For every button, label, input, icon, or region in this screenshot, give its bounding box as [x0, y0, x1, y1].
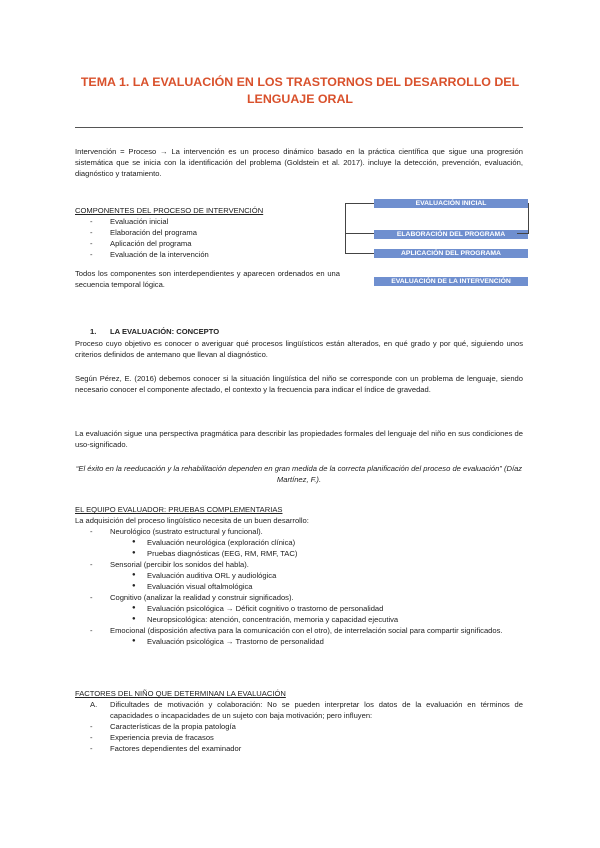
factors-list	[75, 721, 523, 754]
connector-line	[345, 233, 374, 234]
connector-line	[345, 253, 374, 254]
list-item: - Elaboración del programa	[75, 227, 340, 238]
diagram-box-evaluacion-inicial: EVALUACIÓN INICIAL	[374, 199, 528, 208]
factors-heading: FACTORES DEL NIÑO QUE DETERMINAN LA EVALUACIÓN	[75, 689, 286, 698]
connector-line	[345, 203, 346, 253]
list-item: ● Evaluación psicológica → Trastorno de personalidad	[75, 636, 523, 647]
list-item: - Características de la propia patología	[75, 721, 523, 732]
list-item: - Sensorial (percibir los sonidos del habla).	[75, 559, 523, 570]
list-item: ● Neuropsicológica: atención, concentración, memoria y capacidad ejecutiva	[75, 614, 523, 625]
components-heading: COMPONENTES DEL PROCESO DE INTERVENCIÓN	[75, 206, 264, 215]
team-list	[75, 526, 523, 647]
factors-block	[75, 688, 523, 754]
concept-paragraph-2: Según Pérez, E. (2016) debemos conocer si la situación lingüística del niño se corresponde con un problema de lenguaje, siendo necesario conocer el componente afectado, el contexto y la frecuencia para indicar el índice de gravedad.	[75, 374, 523, 394]
page-title: TEMA 1. LA EVALUACIÓN EN LOS TRASTORNOS DEL DESARROLLO DEL LENGUAJE ORAL	[80, 75, 520, 106]
section-title: LA EVALUACIÓN: CONCEPTO	[110, 327, 220, 336]
intervention-diagram	[345, 198, 530, 293]
section-heading	[75, 326, 219, 337]
list-item: ● Evaluación neurológica (exploración clínica)	[75, 537, 523, 548]
concept-quote: “El éxito en la reeducación y la rehabilitación dependen en gran medida de la correcta planificación del proceso de evaluación” (Díaz Martínez, F.).	[75, 464, 523, 484]
connector-line	[528, 203, 529, 233]
team-block	[75, 504, 523, 647]
components-list	[75, 216, 340, 260]
list-item: - Aplicación del programa	[75, 238, 340, 249]
list-item: - Factores dependientes del examinador	[75, 743, 523, 754]
components-block	[75, 205, 340, 290]
connector-line	[517, 233, 529, 234]
list-item: ● Evaluación psicológica → Déficit cognitivo o trastorno de personalidad	[75, 603, 523, 614]
team-lead: La adquisición del proceso lingüístico necesita de un buen desarrollo:	[75, 516, 309, 525]
list-item: - Neurológico (sustrato estructural y funcional).	[75, 526, 523, 537]
list-item: ● Evaluación auditiva ORL y audiológica	[75, 570, 523, 581]
list-item: - Experiencia previa de fracasos	[75, 732, 523, 743]
factor-a-text: Dificultades de motivación y colaboración: No se pueden interpretar los datos de la evaluación en términos de capacidades o incapacidades de un sujeto con baja motivación; pero influyen:	[110, 700, 523, 720]
diagram-box-aplicacion: APLICACIÓN DEL PROGRAMA	[374, 249, 528, 258]
list-item: ● Evaluación visual oftalmológica	[75, 581, 523, 592]
diagram-box-evaluacion-intervencion: EVALUACIÓN DE LA INTERVENCIÓN	[374, 277, 528, 286]
connector-line	[345, 203, 374, 204]
diagram-box-elaboracion: ELABORACIÓN DEL PROGRAMA	[374, 230, 528, 239]
team-heading: EL EQUIPO EVALUADOR: PRUEBAS COMPLEMENTARIAS	[75, 505, 283, 514]
components-note: Todos los componentes son interdependientes y aparecen ordenados en una secuencia temporal lógica.	[75, 269, 340, 289]
factor-a	[75, 699, 523, 721]
factor-a-letter: A.	[90, 700, 98, 709]
concept-paragraph-3: La evaluación sigue una perspectiva pragmática para describir las propiedades formales del lenguaje del niño en sus condiciones de uso-significado.	[75, 429, 523, 449]
list-item: ● Pruebas diagnósticas (EEG, RM, RMF, TAC)	[75, 548, 523, 559]
title-divider	[75, 127, 523, 128]
list-item: - Evaluación inicial	[75, 216, 340, 227]
concept-paragraph-1: Proceso cuyo objetivo es conocer o averiguar qué procesos lingüísticos están alterados, en qué grado y por qué, siguiendo unos criterios definidos de antemano que llevan al diagnóstico.	[75, 339, 523, 359]
list-item: - Cognitivo (analizar la realidad y construir significados).	[75, 592, 523, 603]
intro-paragraph: Intervención = Proceso → La intervención es un proceso dinámico basado en la práctica científica que sigue una progresión sistemática que se inicia con la identificación del problema (Goldstein et al. 2017). incluye la detección, prevención, evaluación, diagnóstico y tratamiento.	[75, 147, 523, 178]
list-item: - Evaluación de la intervención	[75, 249, 340, 260]
list-item: - Emocional (disposición afectiva para la comunicación con el otro), de interrelación social para compartir significados.	[75, 625, 523, 636]
section-number: 1.	[90, 327, 97, 336]
